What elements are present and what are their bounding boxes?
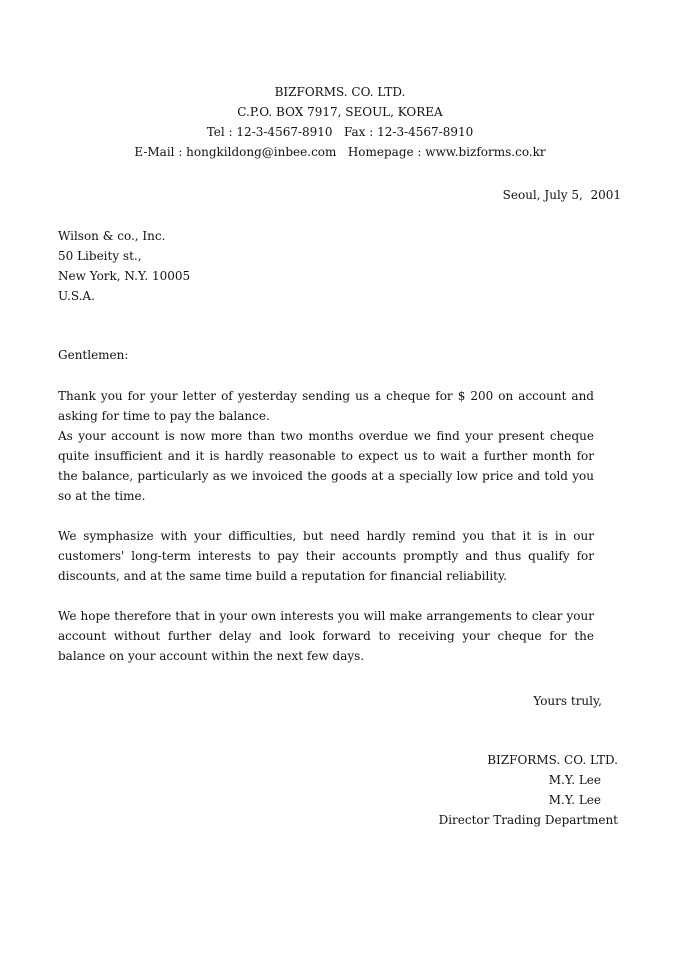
signature-block <box>439 750 618 830</box>
letterhead-company: BIZFORMS. CO. LTD. <box>274 85 406 99</box>
letterhead-email-web: E-Mail : hongkildong@inbee.com Homepage : www.bizforms.co.kr <box>134 145 546 159</box>
recipient-city: New York, N.Y. 10005 <box>58 269 191 283</box>
letter-date: Seoul, July 5, 2001 <box>502 188 621 202</box>
recipient-country: U.S.A. <box>58 289 95 303</box>
signature-name-2: M.Y. Lee <box>548 793 601 807</box>
recipient-address <box>58 226 190 306</box>
letterhead-address: C.P.O. BOX 7917, SEOUL, KOREA <box>237 105 443 119</box>
signature-title: Director Trading Department <box>438 813 618 827</box>
paragraph-1a: Thank you for your letter of yesterday sending us a cheque for $ 200 on account and asking for time to pay the balance. <box>58 389 594 423</box>
recipient-name: Wilson & co., Inc. <box>58 229 166 243</box>
closing: Yours truly, <box>533 694 602 708</box>
letter-body <box>58 386 594 686</box>
recipient-street: 50 Libeity st., <box>58 249 142 263</box>
letterhead <box>0 82 680 162</box>
signature-company: BIZFORMS. CO. LTD. <box>487 753 618 767</box>
letterhead-phone-fax: Tel : 12-3-4567-8910 Fax : 12-3-4567-8910 <box>206 125 474 139</box>
salutation: Gentlemen: <box>58 348 129 362</box>
paragraph-3: We hope therefore that in your own interests you will make arrangements to clear your account without further delay and look forward to receiving your cheque for the balance on your account within the next few days. <box>58 609 594 663</box>
paragraph-2: We symphasize with your difficulties, but need hardly remind you that it is in our customers' long-term interests to pay their accounts promptly and thus qualify for discounts, and at the same time build a reputation for financial reliability. <box>58 529 594 583</box>
signature-name-1: M.Y. Lee <box>548 773 601 787</box>
paragraph-1b: As your account is now more than two months overdue we find your present cheque quite insufficient and it is hardly reasonable to expect us to wait a further month for the balance, particularly as we invoiced the goods at a specially low price and told you so at the time. <box>58 429 594 503</box>
